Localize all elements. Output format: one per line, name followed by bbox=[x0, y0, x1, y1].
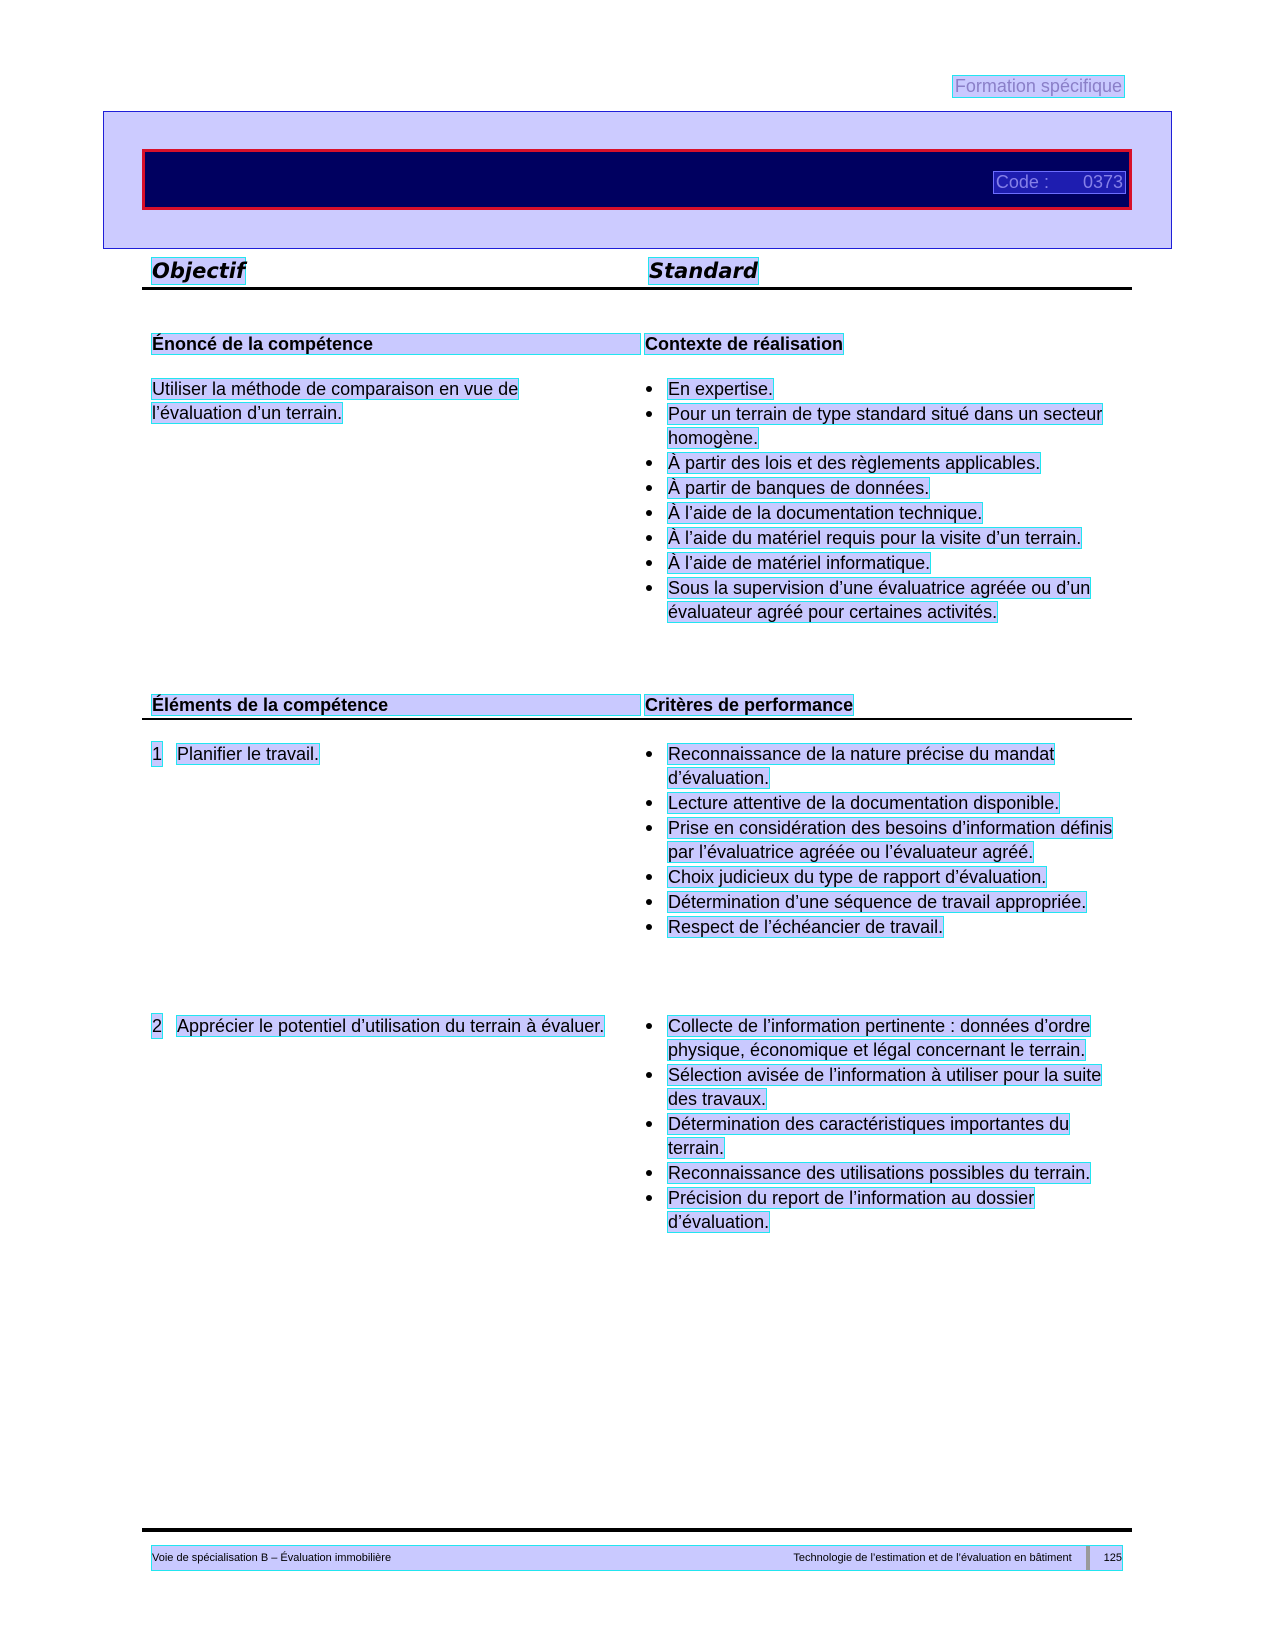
bullet-icon bbox=[646, 485, 652, 491]
element-label: Planifier le travail. bbox=[177, 744, 320, 764]
bullet-icon bbox=[646, 535, 652, 541]
page-number: 125 bbox=[1103, 1552, 1122, 1564]
bullet-icon bbox=[646, 560, 652, 566]
competency-code bbox=[994, 172, 1125, 193]
code-value: 0373 bbox=[1082, 172, 1123, 192]
list-item: À l’aide du matériel requis pour la visite d’un terrain. bbox=[645, 526, 1125, 550]
list-item: Détermination d’une séquence de travail appropriée. bbox=[645, 890, 1125, 914]
criteria-list-2 bbox=[645, 1014, 1125, 1235]
element-number: 1 bbox=[152, 744, 163, 764]
list-item: Prise en considération des besoins d’information définis par l’évaluatrice agréée ou l’évaluateur agréé. bbox=[645, 816, 1125, 864]
statement-line-1: Utiliser la méthode de comparaison en vue de bbox=[152, 379, 519, 399]
elements-heading: Éléments de la compétence bbox=[152, 695, 640, 715]
title-banner bbox=[142, 149, 1132, 210]
criteria-heading: Critères de performance bbox=[645, 695, 854, 715]
bullet-icon bbox=[646, 1023, 652, 1029]
objective-title: Objectif bbox=[152, 259, 246, 283]
footer-right: Technologie de l’estimation et de l’évaluation en bâtiment bbox=[793, 1552, 1072, 1564]
header-divider bbox=[142, 287, 1132, 290]
list-item: Sous la supervision d’une évaluatrice agréée ou d’un évaluateur agréé pour certaines activités. bbox=[645, 576, 1125, 624]
bullet-icon bbox=[646, 585, 652, 591]
bullet-icon bbox=[646, 825, 652, 831]
list-item: À partir de banques de données. bbox=[645, 476, 1125, 500]
bullet-icon bbox=[646, 1195, 652, 1201]
list-item: À l’aide de matériel informatique. bbox=[645, 551, 1125, 575]
bullet-icon bbox=[646, 800, 652, 806]
element-2 bbox=[152, 1014, 622, 1038]
bullet-icon bbox=[646, 751, 652, 757]
list-item: Détermination des caractéristiques importantes du terrain. bbox=[645, 1112, 1125, 1160]
list-item: Reconnaissance des utilisations possibles du terrain. bbox=[645, 1161, 1125, 1185]
context-list bbox=[645, 377, 1125, 625]
list-item: En expertise. bbox=[645, 377, 1125, 401]
page-footer bbox=[152, 1546, 1122, 1570]
bullet-icon bbox=[646, 386, 652, 392]
statement-line-2: l’évaluation d’un terrain. bbox=[152, 403, 343, 423]
list-item: Respect de l’échéancier de travail. bbox=[645, 915, 1125, 939]
bullet-icon bbox=[646, 899, 652, 905]
bullet-icon bbox=[646, 510, 652, 516]
page-separator bbox=[1086, 1546, 1090, 1570]
list-item: Reconnaissance de la nature précise du mandat d’évaluation. bbox=[645, 742, 1125, 790]
bullet-icon bbox=[646, 460, 652, 466]
standard-title: Standard bbox=[649, 259, 758, 283]
competency-statement bbox=[152, 377, 642, 425]
code-label: Code : bbox=[995, 172, 1049, 192]
statement-heading: Énoncé de la compétence bbox=[152, 334, 640, 354]
list-item: Collecte de l’information pertinente : données d’ordre physique, économique et légal concernant le terrain. bbox=[645, 1014, 1125, 1062]
bullet-icon bbox=[646, 874, 652, 880]
program-label: Formation spécifique bbox=[954, 76, 1122, 96]
bullet-icon bbox=[646, 924, 652, 930]
footer-divider bbox=[142, 1528, 1132, 1532]
element-number: 2 bbox=[152, 1016, 163, 1036]
bullet-icon bbox=[646, 1121, 652, 1127]
bullet-icon bbox=[646, 1072, 652, 1078]
footer-left: Voie de spécialisation B – Évaluation immobilière bbox=[152, 1552, 392, 1564]
list-item: Sélection avisée de l’information à utiliser pour la suite des travaux. bbox=[645, 1063, 1125, 1111]
section-divider bbox=[142, 718, 1132, 720]
list-item: À l’aide de la documentation technique. bbox=[645, 501, 1125, 525]
list-item: Précision du report de l’information au dossier d’évaluation. bbox=[645, 1186, 1125, 1234]
list-item: Lecture attentive de la documentation disponible. bbox=[645, 791, 1125, 815]
element-label: Apprécier le potentiel d’utilisation du terrain à évaluer. bbox=[177, 1016, 605, 1036]
criteria-list-1 bbox=[645, 742, 1125, 940]
list-item: Choix judicieux du type de rapport d’évaluation. bbox=[645, 865, 1125, 889]
element-1 bbox=[152, 742, 622, 766]
bullet-icon bbox=[646, 411, 652, 417]
context-heading: Contexte de réalisation bbox=[645, 334, 844, 354]
bullet-icon bbox=[646, 1170, 652, 1176]
list-item: À partir des lois et des règlements applicables. bbox=[645, 451, 1125, 475]
list-item: Pour un terrain de type standard situé dans un secteur homogène. bbox=[645, 402, 1125, 450]
